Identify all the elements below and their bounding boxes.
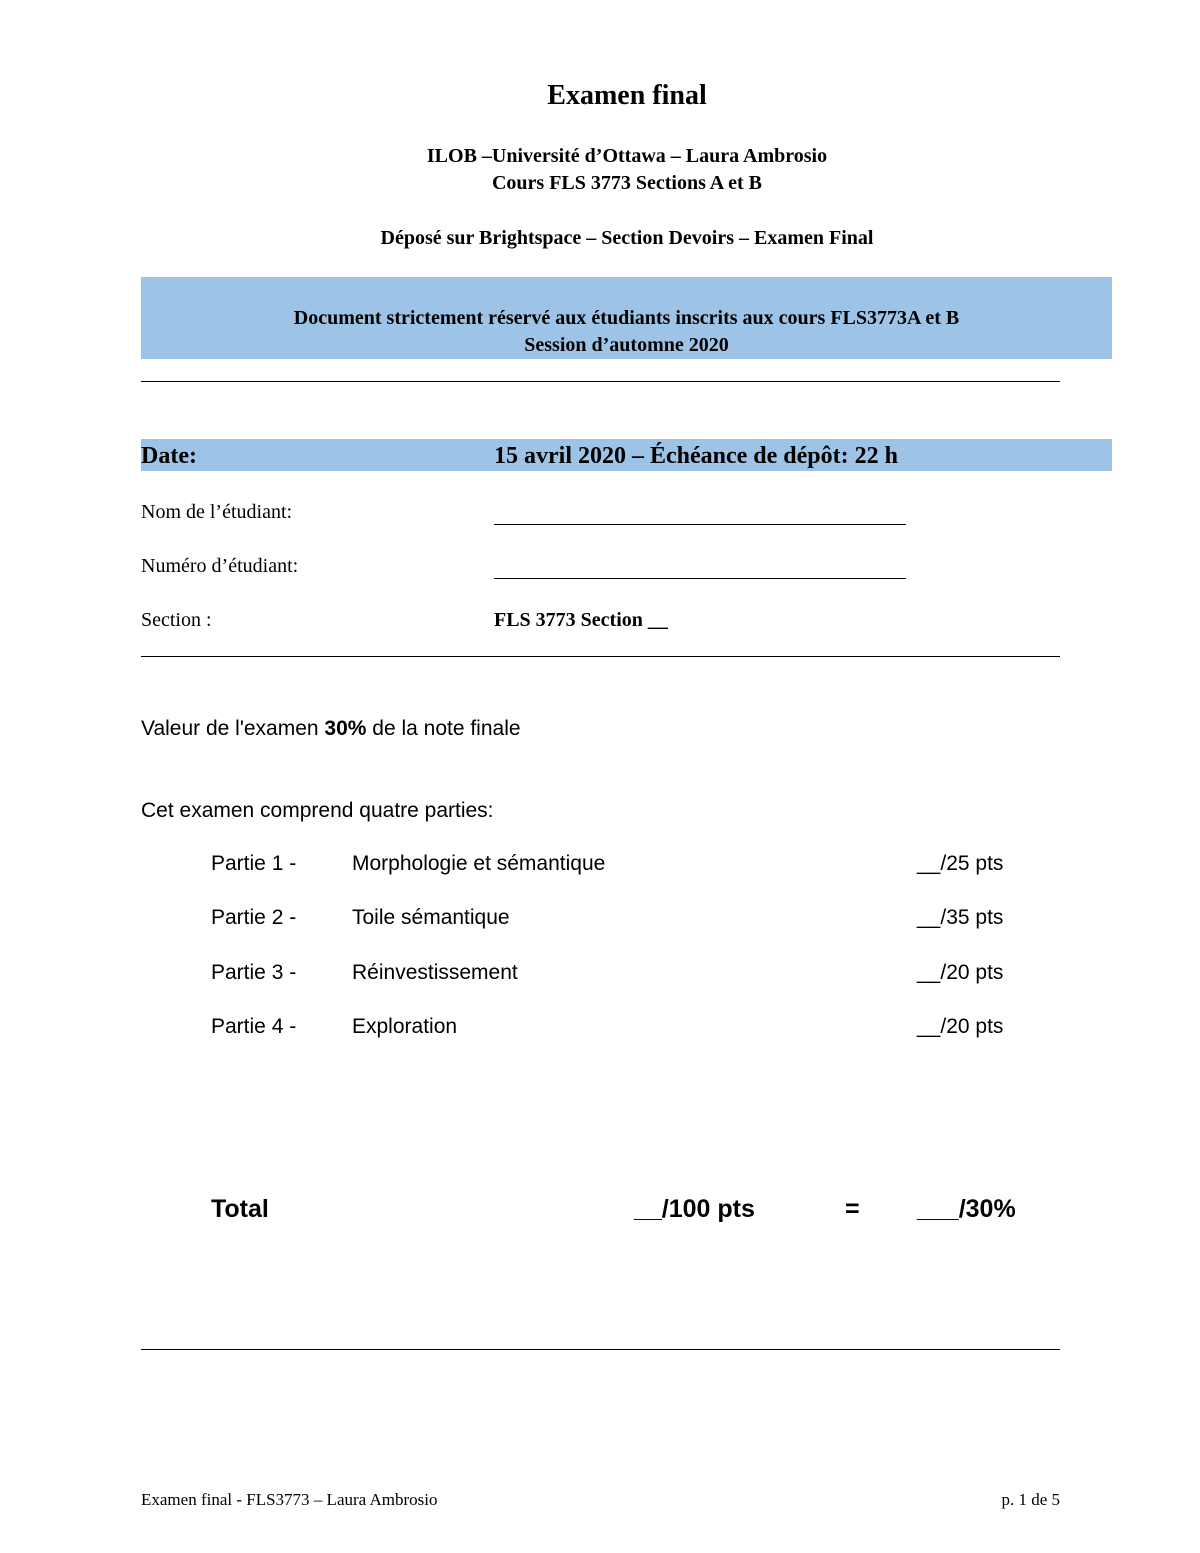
- part-name: Toile sémantique: [352, 906, 510, 929]
- exam-value-prefix: Valeur de l'examen: [141, 717, 325, 740]
- part-points: __/20 pts: [917, 1015, 1004, 1038]
- page-number: p. 1 de 5: [1001, 1490, 1060, 1509]
- divider: [141, 656, 1060, 657]
- notice-line-2: Session d’automne 2020: [524, 334, 729, 356]
- header-submission: Déposé sur Brightspace – Section Devoirs – Examen Final: [380, 227, 874, 249]
- student-number-field[interactable]: [494, 578, 906, 579]
- part-points: __/35 pts: [917, 906, 1004, 929]
- parts-intro: Cet examen comprend quatre parties:: [141, 799, 494, 822]
- total-equals: =: [845, 1195, 860, 1223]
- notice-line-1: Document strictement réservé aux étudiants inscrits aux cours FLS3773A et B: [293, 307, 960, 329]
- date-label: Date:: [141, 443, 197, 469]
- total-label: Total: [211, 1195, 269, 1223]
- part-name: Réinvestissement: [352, 961, 518, 984]
- total-points: __/100 pts: [634, 1195, 755, 1223]
- part-label: Partie 4 -: [211, 1015, 297, 1038]
- part-points: __/25 pts: [917, 852, 1004, 875]
- header-course: Cours FLS 3773 Sections A et B: [491, 172, 763, 194]
- part-label: Partie 1 -: [211, 852, 297, 875]
- exam-value-text: [141, 717, 521, 741]
- page-title: Examen final: [547, 80, 707, 111]
- footer-left: Examen final - FLS3773 – Laura Ambrosio: [141, 1490, 438, 1509]
- section-label: Section :: [141, 609, 212, 631]
- student-name-label: Nom de l’étudiant:: [141, 501, 293, 523]
- exam-value-percent: 30%: [324, 717, 367, 740]
- student-name-field[interactable]: [494, 524, 906, 525]
- part-label: Partie 2 -: [211, 906, 297, 929]
- part-points: __/20 pts: [917, 961, 1004, 984]
- part-label: Partie 3 -: [211, 961, 297, 984]
- divider: [141, 1349, 1060, 1350]
- total-percent: ___/30%: [917, 1195, 1016, 1223]
- date-value: 15 avril 2020 – Échéance de dépôt: 22 h: [494, 443, 898, 469]
- part-name: Morphologie et sémantique: [352, 852, 606, 875]
- exam-value-suffix: de la note finale: [366, 717, 521, 740]
- divider: [141, 381, 1060, 382]
- header-institution: ILOB –Université d’Ottawa – Laura Ambrosio: [426, 145, 828, 167]
- student-number-label: Numéro d’étudiant:: [141, 555, 299, 577]
- part-name: Exploration: [352, 1015, 458, 1038]
- section-value: FLS 3773 Section __: [494, 609, 668, 631]
